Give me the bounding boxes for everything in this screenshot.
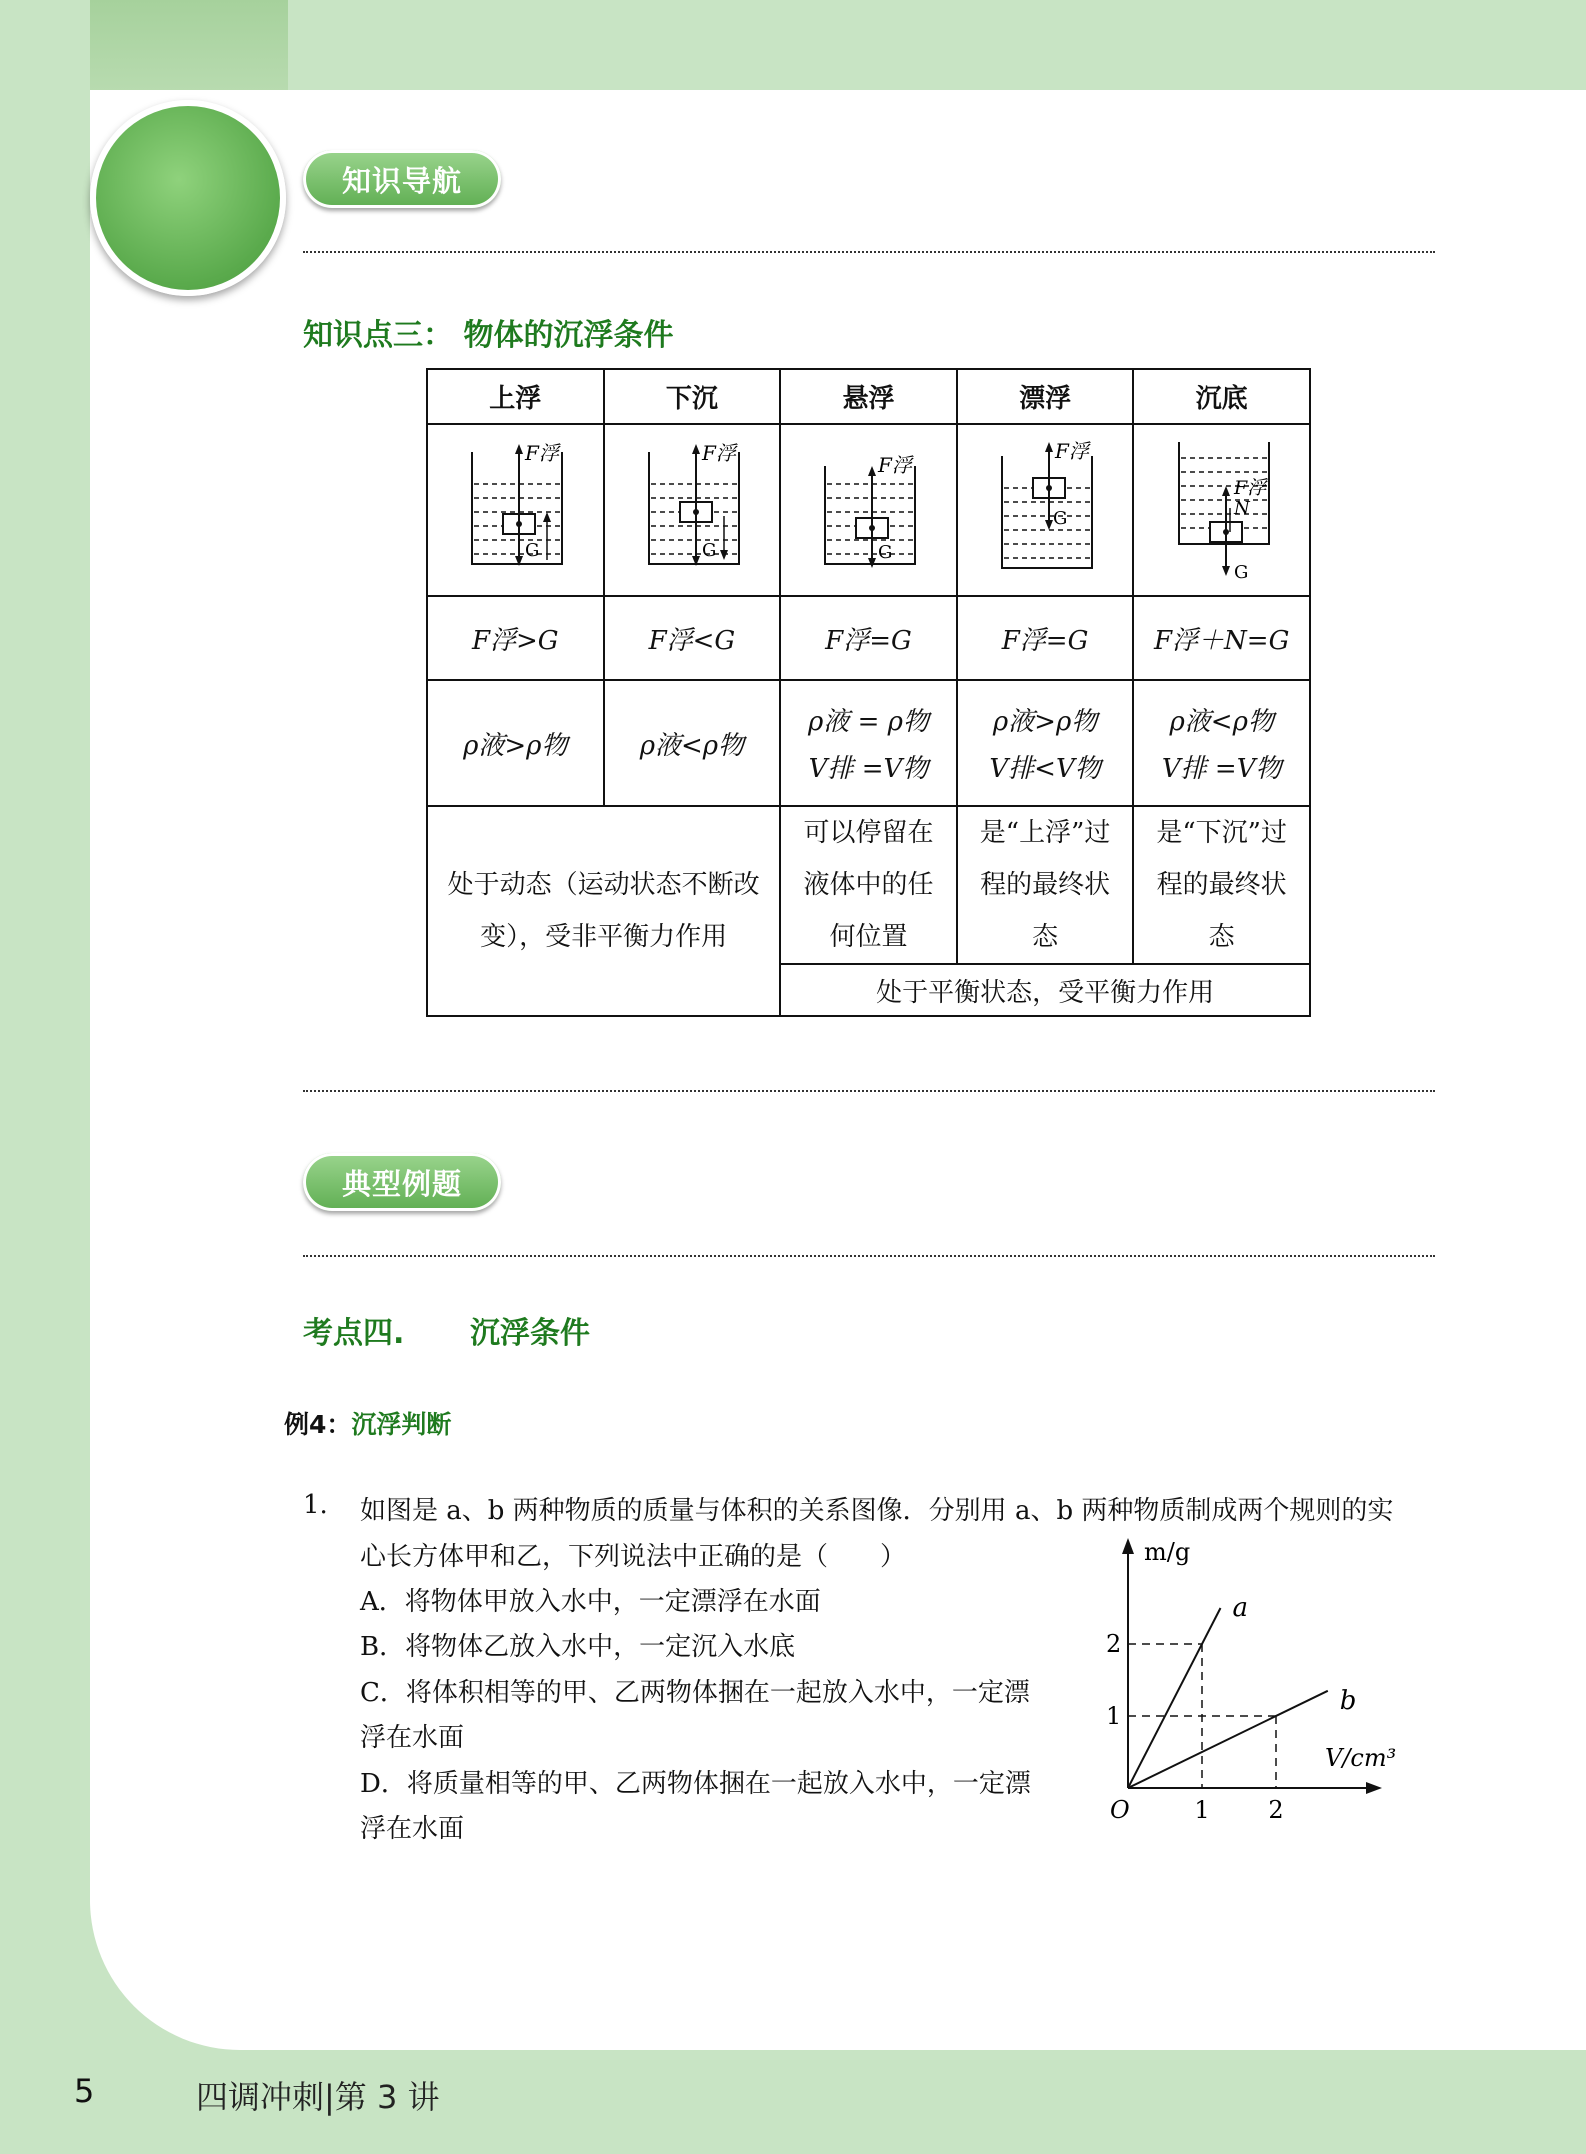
series-a-line (1128, 1608, 1221, 1788)
header-bottom: 沉底 (1133, 369, 1310, 424)
density-bottom (1133, 680, 1310, 806)
series-b-label: b (1339, 1685, 1357, 1716)
force-sink: F浮<G (604, 596, 781, 680)
exam-point: 考点四. (303, 1316, 405, 1351)
origin-label: O (1110, 1796, 1130, 1824)
option-d: D．将质量相等的甲、乙两物体捆在一起放入水中，一定漂 (360, 1769, 1031, 1799)
buoyancy-label: F浮 (525, 440, 560, 465)
state-balance: 处于平衡状态，受平衡力作用 (780, 964, 1310, 1016)
force-bottom: F浮＋N=G (1133, 596, 1310, 680)
x-tick-2: 2 (1268, 1796, 1284, 1824)
exam-title: 沉浮条件 (470, 1316, 590, 1351)
volume-text: V排 =V物 (1161, 754, 1282, 784)
density-text: ρ液>ρ物 (463, 730, 568, 761)
question-number: 1. (303, 1490, 328, 1520)
y-tick-2: 2 (1106, 1630, 1122, 1658)
state-sink: 是“下沉”过程的最终状态 (1133, 806, 1310, 964)
volume-text: V排 =V物 (808, 754, 929, 784)
gravity-label: G (701, 539, 717, 561)
example-pill: 典型例题 (303, 1153, 501, 1211)
buoyancy-label: F浮 (1055, 438, 1089, 463)
x-axis-label: V/cm³ (1325, 1744, 1397, 1772)
header-sink: 下沉 (604, 369, 781, 424)
density-text: ρ液<ρ物 (1169, 707, 1274, 737)
diagram-float (957, 424, 1134, 596)
nav-pill: 知识导航 (303, 150, 501, 208)
option-c-cont: 浮在水面 (360, 1723, 465, 1753)
y-axis-label: m/g (1144, 1538, 1191, 1566)
density-sink (604, 680, 781, 806)
x-tick-1: 1 (1194, 1796, 1210, 1824)
density-text: ρ液<ρ物 (639, 730, 745, 761)
footer-title: 四调冲刺|第 3 讲 (196, 2078, 440, 2116)
density-float (957, 680, 1134, 806)
header-suspend: 悬浮 (780, 369, 957, 424)
option-d-cont: 浮在水面 (360, 1814, 465, 1844)
question-stem-line1: 如图是 a、b 两种物质的质量与体积的关系图像．分别用 a、b 两种物质制成两个规则的实 (360, 1496, 1394, 1526)
state-dynamic: 处于动态（运动状态不断改变），受非平衡力作用 (447, 870, 760, 952)
page-number: 5 (74, 2072, 95, 2110)
gravity-label: G (878, 541, 893, 563)
diagram-bottom (1133, 424, 1310, 596)
series-a-label: a (1232, 1593, 1249, 1623)
volume-text: V排<V物 (989, 754, 1101, 784)
force-float: F浮=G (957, 596, 1134, 680)
example-title: 沉浮判断 (351, 1410, 452, 1439)
header-float: 漂浮 (957, 369, 1134, 424)
mass-volume-chart (1100, 1530, 1420, 1830)
header-rise: 上浮 (427, 369, 604, 424)
state-dynamic-cell (427, 806, 780, 1016)
buoyancy-label: F浮 (1233, 476, 1266, 499)
state-float: 是“上浮”过程的最终状态 (957, 806, 1134, 964)
density-rise (427, 680, 604, 806)
section-title: 知识点三： 物体的沉浮条件 (303, 318, 674, 353)
series-b-line (1128, 1691, 1328, 1788)
normal-label: N (1233, 497, 1250, 519)
state-suspend: 可以停留在液体中的任何位置 (780, 806, 957, 964)
force-rise: F浮>G (427, 596, 604, 680)
question-stem-line2: 心长方体甲和乙，下列说法中正确的是（ ） (360, 1542, 907, 1572)
option-c: C．将体积相等的甲、乙两物体捆在一起放入水中，一定漂 (360, 1678, 1030, 1708)
option-a: A．将物体甲放入水中，一定漂浮在水面 (360, 1587, 821, 1617)
force-suspend: F浮=G (780, 596, 957, 680)
gravity-label: G (1233, 561, 1249, 582)
option-b: B．将物体乙放入水中，一定沉入水底 (360, 1632, 796, 1662)
divider (303, 1090, 1435, 1092)
example-label: 例4： (284, 1410, 352, 1439)
diagram-sink (604, 424, 781, 596)
density-suspend (780, 680, 957, 806)
gravity-label: G (525, 539, 540, 561)
divider (303, 1255, 1435, 1257)
diagram-rise (427, 424, 604, 596)
density-text: ρ液>ρ物 (992, 707, 1098, 737)
diagram-suspend (780, 424, 957, 596)
buoyancy-label: F浮 (701, 440, 736, 465)
knowledge-table (426, 368, 1311, 1017)
example-heading (284, 1405, 451, 1441)
density-text: ρ液 = ρ物 (808, 707, 929, 737)
buoyancy-label: F浮 (878, 452, 913, 477)
y-tick-1: 1 (1106, 1702, 1122, 1730)
divider (303, 251, 1435, 253)
decorative-circle (90, 100, 286, 296)
gravity-label: G (1053, 507, 1068, 529)
